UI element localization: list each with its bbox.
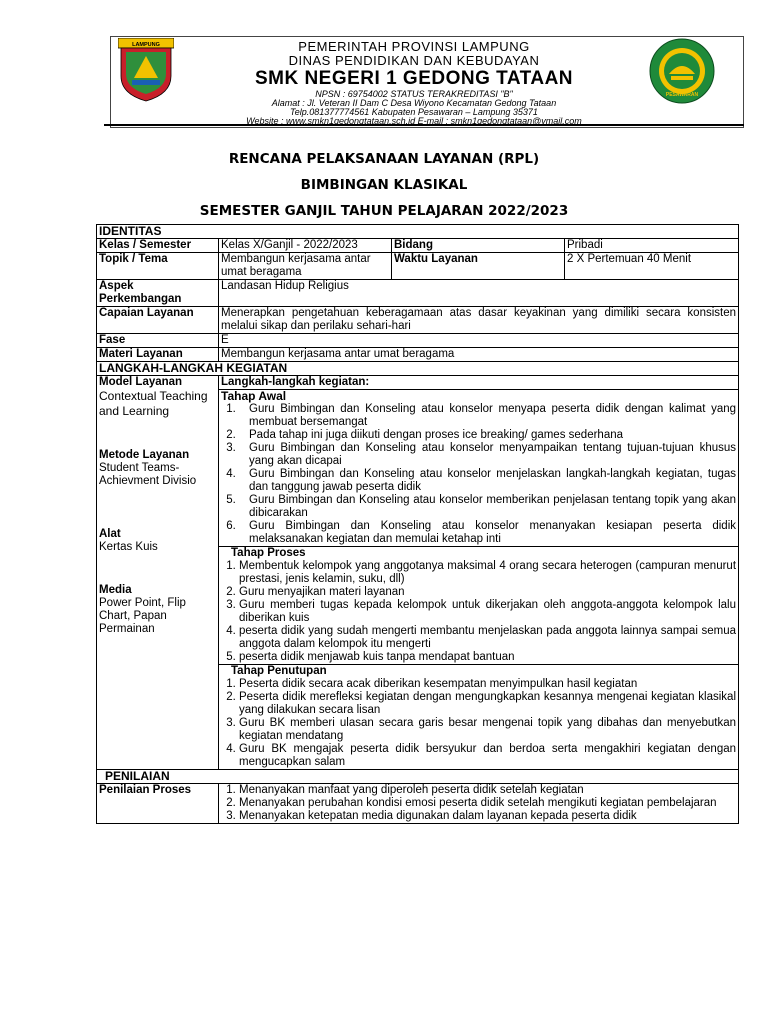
table-row xyxy=(97,376,739,390)
tahap-penutupan-cell xyxy=(219,665,739,770)
lampung-logo-icon xyxy=(118,38,174,102)
media-label: Media xyxy=(99,584,132,596)
kelas-label: Kelas / Semester xyxy=(97,239,219,253)
letterhead xyxy=(104,30,740,124)
table-row xyxy=(97,253,739,280)
lampung-logo-text: LAMPUNG xyxy=(132,42,160,48)
fase-value: E xyxy=(219,334,739,348)
list-item: 1. Peserta didik secara acak diberikan kesempatan menyimpulkan hasil kegiatan xyxy=(239,678,736,691)
list-item: 4. peserta didik yang sudah mengerti membantu menjelaskan pada anggota lainnya sampai semua anggota dalam kelompok itu mengerti xyxy=(239,625,736,651)
langkah-label: Langkah-langkah kegiatan: xyxy=(219,376,739,390)
list-item: 3. Guru memberi tugas kepada kelompok untuk dikerjakan oleh anggota-anggota kelompok lalu diberikan kuis xyxy=(239,599,736,625)
alat-label: Alat xyxy=(99,528,121,540)
metode-value: Student Teams-Achievment Divisio xyxy=(99,462,197,487)
list-item: 2. Pada tahap ini juga diikuti dengan proses ice breaking/ games sederhana xyxy=(239,429,736,442)
penilaian-list xyxy=(221,784,736,823)
list-item: 2. Peserta didik merefleksi kegiatan dengan mengungkapkan kesannya mengenai kegiatan klasikal yang dilakukan secara lisan xyxy=(239,691,736,717)
letterhead-npsn: NPSN : 69754002 STATUS TERAKREDITASI "B" xyxy=(315,89,513,99)
topik-label: Topik / Tema xyxy=(97,253,219,280)
tahap-penutupan-list xyxy=(221,678,736,769)
list-item: 1. Membentuk kelompok yang anggotanya maksimal 4 orang secara heterogen (campuran menurut prestasi, jenis kelamin, suku, dll) xyxy=(239,560,736,586)
kelas-value: Kelas X/Ganjil - 2022/2023 xyxy=(219,239,392,253)
table-row xyxy=(97,348,739,362)
topik-value: Membangun kerjasama antar umat beragama xyxy=(219,253,392,280)
tahap-penutupan-label: Tahap Penutupan xyxy=(231,665,327,677)
list-item: 2. Guru menyajikan materi layanan xyxy=(239,586,736,599)
bidang-label: Bidang xyxy=(392,239,565,253)
penilaian-proses-cell xyxy=(219,784,739,824)
title-semester: SEMESTER GANJIL TAHUN PELAJARAN 2022/2023 xyxy=(199,203,569,219)
table-row xyxy=(97,239,739,253)
penilaian-proses-label: Penilaian Proses xyxy=(97,784,219,824)
table-row xyxy=(97,225,739,239)
school-name: SMK NEGERI 1 GEDONG TATAAN xyxy=(254,68,574,89)
aspek-value: Landasan Hidup Religius xyxy=(219,280,739,307)
list-item: 4. Guru BK mengajak peserta didik bersyukur dan berdoa serta mengakhiri kegiatan dengan mengucapkan salam xyxy=(239,743,736,769)
list-item: 3. Guru BK memberi ulasan secara garis besar mengenai topik yang dibahas dan menyebutkan kegiatan mendatang xyxy=(239,717,736,743)
tahap-proses-list xyxy=(221,560,736,664)
list-item: 3. Menanyakan ketepatan media digunakan dalam layanan kepada peserta didik xyxy=(239,810,736,823)
table-row xyxy=(97,334,739,348)
list-item: 2. Menanyakan perubahan kondisi emosi peserta didik setelah mengikuti kegiatan pembelajaran xyxy=(239,797,736,810)
media-value: Power Point, Flip Chart, Papan Permainan xyxy=(99,597,186,635)
materi-value: Membangun kerjasama antar umat beragama xyxy=(219,348,739,362)
title-bimbingan: BIMBINGAN KLASIKAL xyxy=(300,177,468,193)
title-rpl: RENCANA PELAKSANAAN LAYANAN (RPL) xyxy=(228,151,540,167)
alat-value: Kertas Kuis xyxy=(99,541,158,553)
rpl-table xyxy=(96,224,739,824)
list-item: 4. Guru Bimbingan dan Konseling atau konselor menjelaskan langkah-langkah kegiatan, tugas dan tanggung jawab peserta didik xyxy=(239,468,736,494)
model-value: Contextual Teaching and Learning xyxy=(99,389,208,418)
bidang-value: Pribadi xyxy=(565,239,739,253)
aspek-label: Aspek Perkembangan xyxy=(97,280,219,307)
list-item: 5. Guru Bimbingan dan Konseling atau konselor memberikan penjelasan tentang topik yang akan dibicarakan xyxy=(239,494,736,520)
waktu-label: Waktu Layanan xyxy=(392,253,565,280)
list-item: 1. Guru Bimbingan dan Konseling atau konselor menyapa peserta didik dengan kalimat yang membuat bersemangat xyxy=(239,403,736,429)
letterhead-line2: DINAS PENDIDIKAN DAN KEBUDAYAN xyxy=(288,53,540,68)
tahap-awal-cell xyxy=(219,390,739,547)
waktu-value: 2 X Pertemuan 40 Menit xyxy=(565,253,739,280)
letterhead-address: Alamat : Jl. Veteran II Dam C Desa Wiyono Kecamatan Gedong Tataan xyxy=(271,98,557,108)
pesawaran-logo-icon xyxy=(649,38,715,104)
capaian-value: Menerapkan pengetahuan keberagamaan atas dasar keyakinan yang dimiliki secara konsisten melalui sikap dan perilaku sehari-hari xyxy=(219,307,739,334)
table-row xyxy=(97,362,739,376)
model-label: Model Layanan xyxy=(99,376,183,388)
identitas-heading: IDENTITAS xyxy=(97,225,739,239)
tahap-awal-label: Tahap Awal xyxy=(221,389,287,403)
list-item: 3. Guru Bimbingan dan Konseling atau konselor menyampaikan tentang tujuan-tujuan khusus yang akan dicapai xyxy=(239,442,736,468)
table-row xyxy=(97,280,739,307)
letterhead-phone: Telp.081377774561 Kabupaten Pesawaran – Lampung 35371 xyxy=(290,107,538,117)
pesawaran-logo-text: PESAWARAN xyxy=(665,92,699,98)
document-titles xyxy=(0,146,768,224)
tahap-proses-cell xyxy=(219,547,739,665)
letterhead-text xyxy=(174,40,654,126)
list-item: 1. Menanyakan manfaat yang diperoleh peserta didik setelah kegiatan xyxy=(239,784,736,797)
materi-label: Materi Layanan xyxy=(97,348,219,362)
tahap-awal-list xyxy=(221,403,736,546)
metode-label: Metode Layanan xyxy=(99,449,190,461)
letterhead-line1: PEMERINTAH PROVINSI LAMPUNG xyxy=(298,39,530,54)
table-row xyxy=(97,784,739,824)
letterhead-rule xyxy=(104,124,744,126)
capaian-label: Capaian Layanan xyxy=(97,307,219,334)
table-row xyxy=(97,307,739,334)
tahap-proses-label: Tahap Proses xyxy=(231,547,306,559)
penilaian-heading: PENILAIAN xyxy=(97,770,739,784)
table-row xyxy=(97,770,739,784)
fase-label: Fase xyxy=(97,334,219,348)
letterhead-website: Website : www.smkn1gedongtataan.sch.id E-mail : smkn1gedongtataan@ymail.com xyxy=(246,116,582,126)
side-info xyxy=(97,376,219,770)
list-item: 6. Guru Bimbingan dan Konseling atau konselor menanyakan kesiapan peserta didik melaksanakan kegiatan dan memulai ketahap inti xyxy=(239,520,736,546)
list-item: 5. peserta didik menjawab kuis tanpa mendapat bantuan xyxy=(239,651,736,664)
langkah-heading: LANGKAH-LANGKAH KEGIATAN xyxy=(97,362,739,376)
